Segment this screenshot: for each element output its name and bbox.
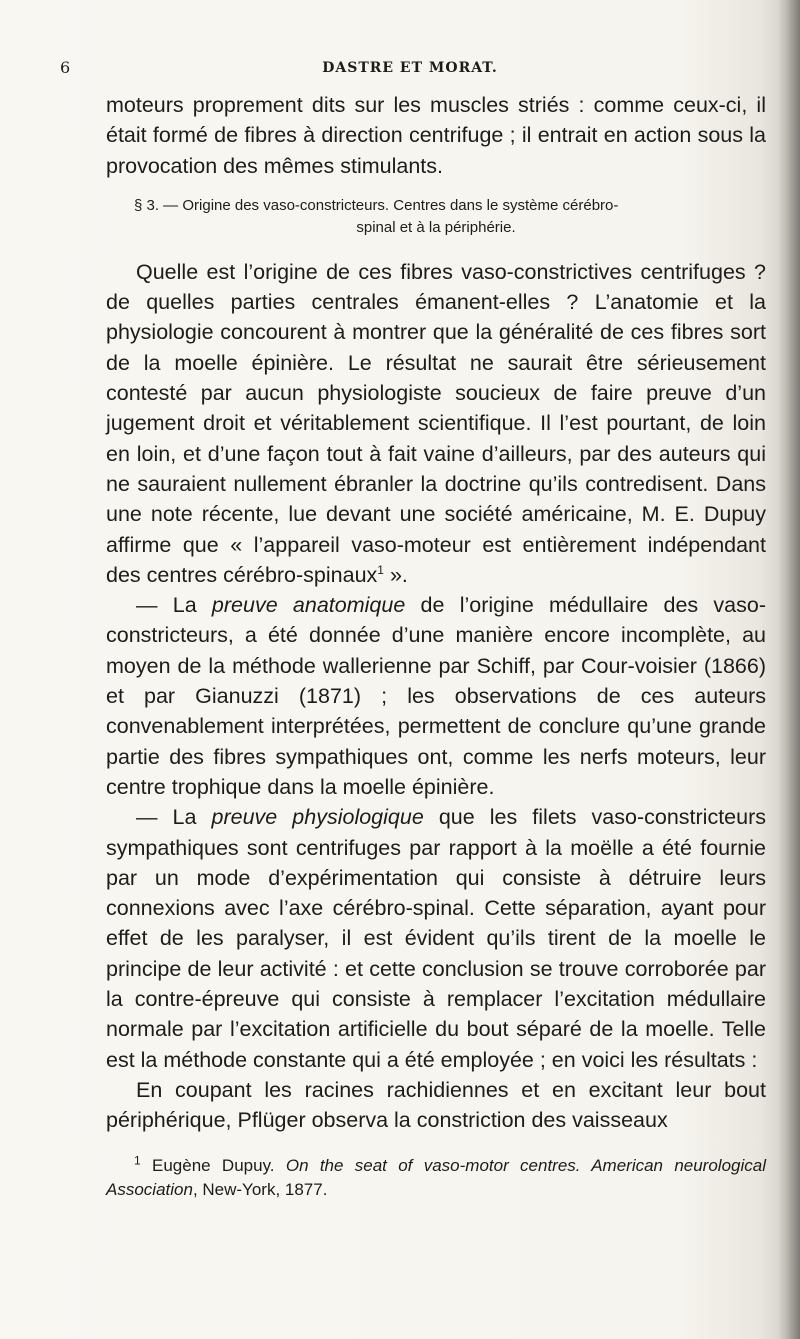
paragraph-3 [106, 590, 766, 802]
page-edge-shadow [778, 0, 800, 1339]
running-title: DASTRE ET MORAT. [322, 60, 498, 76]
paragraph-4-italic: preuve physiologique [211, 805, 424, 830]
paragraph-2 [106, 257, 766, 590]
paragraph-5: En coupant les racines rachidiennes et en excitant leur bout périphérique, Pflüger observa la constriction des vaisseaux [106, 1077, 766, 1133]
page-number: 6 [60, 58, 72, 77]
paragraph-4-rest: que les filets vaso-constricteurs sympathiques sont centrifuges par rapport à la moëlle a été fournie par un mode d’expérimentation qui consiste à détruire leurs connexions avec l’axe cérébro-spinal. Cette séparation, ayant pour effet de les paralyser, il est évident qu’ils tirent de la moelle le principe de leur activité : et cette conclusion se trouve corroborée par la contre-épreuve qui consiste à remplacer l’excitation médullaire normale par l’excitation artificielle du bout séparé de la moelle. Telle est la méthode constante qui a été employée ; en voici les résultats : [106, 805, 766, 1072]
section-heading-line-1: § 3. — Origine des vaso-constricteurs. Centres dans le système cérébro- [134, 196, 619, 214]
running-header [60, 58, 760, 82]
paragraph-3-rest: de l’origine médullaire des vaso-constricteurs, a été donnée d’une manière encore incomplète, au moyen de la méthode wallerienne par Schiff, par Cour-voisier (1866) et par Gianuzzi (1871) ; les observations de ces auteurs convenablement interprétées, permettent de conclure qu’une grande partie des fibres sympathiques ont, comme les nerfs moteurs, leur centre trophique dans la moelle épinière. [106, 593, 766, 799]
body-text [106, 90, 766, 1219]
paragraph-1: moteurs proprement dits sur les muscles striés : comme ceux-ci, il était formé de fibres à direction centrifuge ; il entrait en action sous la provocation des mêmes stimulants. [106, 93, 766, 178]
footnote-reference: 1 [377, 562, 384, 577]
section-heading-line-2: spinal et à la périphérie. [356, 218, 516, 236]
footnote-title: On the seat of vaso-motor centres. American neurological Association [106, 1155, 766, 1199]
footnote-publication: , New-York, 1877. [192, 1179, 328, 1199]
footnote-number: 1 [134, 1152, 141, 1167]
section-heading [106, 195, 766, 239]
paragraph-3-lead: — La [136, 593, 212, 618]
paragraph-4-lead: — La [136, 805, 212, 830]
paragraph-2-end: ». [383, 562, 408, 587]
paragraph-2-text: Quelle est l’origine de ces fibres vaso-constrictives centrifuges ? de quelles parties centrales émanent-elles ? L’anatomie et la physiologie concourent à montrer que la généralité de ces fibres sort de la moelle épinière. Le résultat ne saurait être sérieusement contesté par aucun physiologiste soucieux de faire preuve d’un jugement droit et véritablement scientifique. Il l’est pourtant, de loin en loin, et d’une façon tout à fait vaine d’ailleurs, par des auteurs qui ne sauraient nullement ébranler la doctrine qu’ils contredisent. Dans une note récente, lue devant une société américaine, M. E. Dupuy affirme que « l’appareil vaso-moteur est entièrement indépendant des centres cérébro-spinaux [106, 259, 766, 587]
paragraph-3-italic: preuve anatomique [211, 593, 406, 618]
paragraph-4 [106, 802, 766, 1075]
footnote-author: Eugène Dupuy. [140, 1155, 286, 1175]
footnote [106, 1154, 766, 1202]
